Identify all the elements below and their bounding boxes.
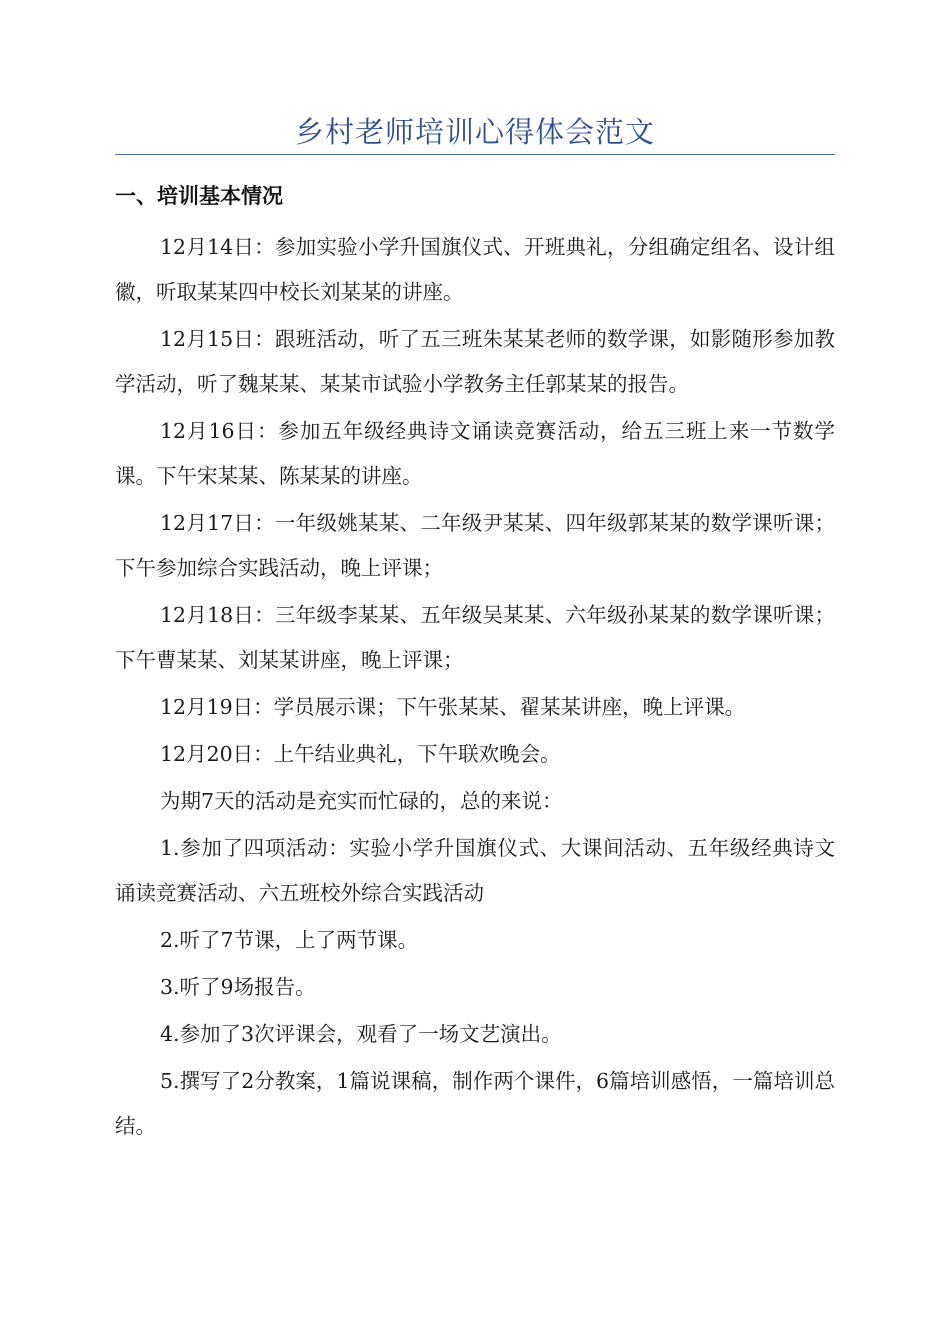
paragraph-dec20: 12月20日：上午结业典礼，下午联欢晚会。 [160,742,561,766]
document-title: 乡村老师培训心得体会范文 [294,115,655,149]
paragraph-dec16: 12月16日：参加五年级经典诗文诵读竞赛活动，给五三班上来一节数学课。下午宋某某、陈某某的讲座。 [115,419,835,488]
section-heading: 一、培训基本情况 [115,184,283,208]
paragraph-dec17: 12月17日：一年级姚某某、二年级尹某某、四年级郭某某的数学课听课；下午参加综合实践活动，晚上评课； [115,511,835,580]
paragraph-dec15: 12月15日：跟班活动，听了五三班朱某某老师的数学课，如影随形参加教学活动，听了魏某某、某某市试验小学教务主任郭某某的报告。 [115,327,835,396]
paragraph-dec19: 12月19日：学员展示课；下午张某某、翟某某讲座，晚上评课。 [160,695,746,719]
list-item-5: 5.撰写了2分教案，1篇说课稿，制作两个课件，6篇培训感悟，一篇培训总结。 [115,1069,835,1138]
paragraph-dec18: 12月18日：三年级李某某、五年级吴某某、六年级孙某某的数学课听课；下午曹某某、刘某某讲座，晚上评课； [115,603,835,672]
list-item-3: 3.听了9场报告。 [160,975,316,999]
list-item-4: 4.参加了3次评课会，观看了一场文艺演出。 [160,1022,562,1046]
paragraph-summary-intro: 为期7天的活动是充实而忙碌的，总的来说： [160,789,563,813]
title-underline [115,154,835,155]
paragraph-dec14: 12月14日：参加实验小学升国旗仪式、开班典礼，分组确定组名、设计组徽，听取某某四中校长刘某某的讲座。 [115,235,835,304]
list-item-1: 1.参加了四项活动：实验小学升国旗仪式、大课间活动、五年级经典诗文诵读竞赛活动、六五班校外综合实践活动 [115,836,835,905]
document-page [115,0,835,1149]
list-item-2: 2.听了7节课，上了两节课。 [160,928,419,952]
